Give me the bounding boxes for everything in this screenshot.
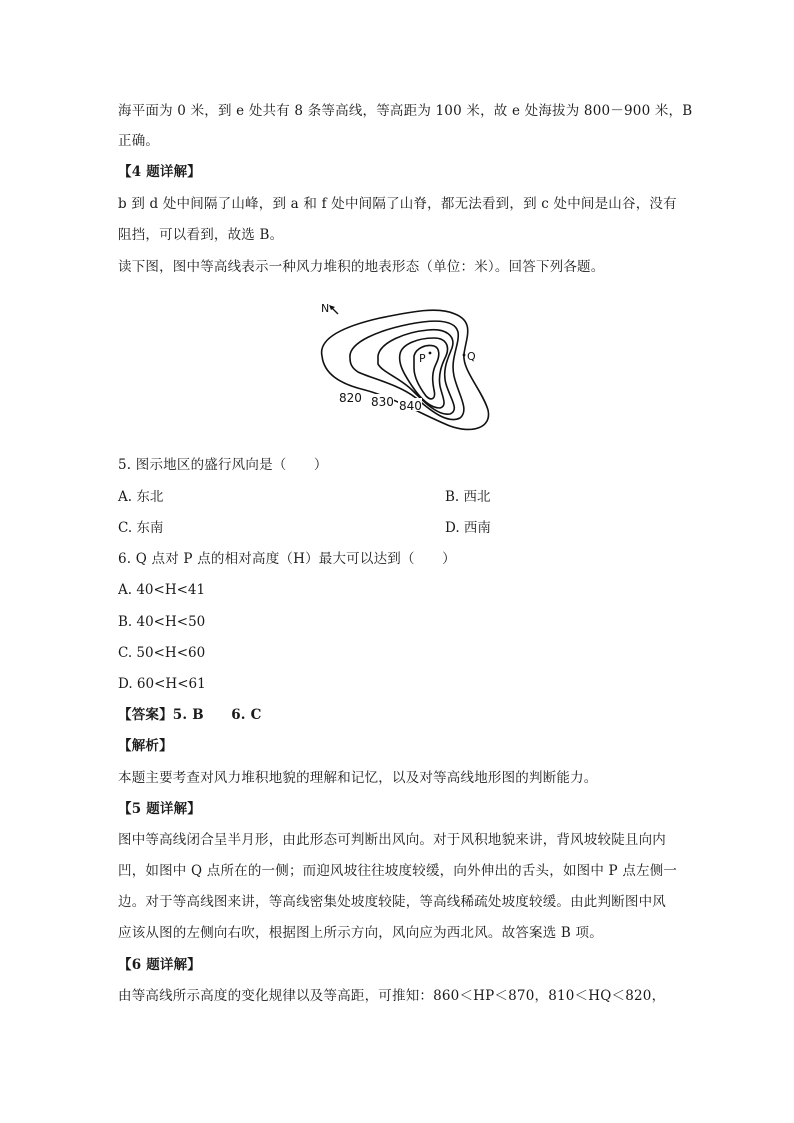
q6-detail-heading: 【6 题详解】 <box>118 957 201 973</box>
text-line: 正确。 <box>118 133 160 149</box>
contour-840 <box>400 338 448 408</box>
text-line: b 到 d 处中间隔了山峰，到 a 和 f 处中间隔了山脊，都无法看到，到 c 处中间是山谷，没有 <box>118 196 677 212</box>
option-b: B. 西北 <box>445 489 491 505</box>
contour-label: 820 <box>339 391 362 405</box>
text-line: 读下图，图中等高线表示一种风力堆积的地表形态（单位：米）。回答下列各题。 <box>118 259 605 275</box>
question-6-stem: 6. Q 点对 P 点的相对高度（H）最大可以达到（ ） <box>118 551 456 567</box>
point-q-label: Q <box>467 350 476 363</box>
option-b: B. 40<H<50 <box>118 614 206 630</box>
contour-innermost <box>414 345 439 398</box>
q6-detail-line: 由等高线所示高度的变化规律以及等高距，可推知：860＜HP＜870，810＜HQ＜820， <box>118 988 666 1004</box>
q5-detail-line: 凹，如图中 Q 点所在的一侧；而迎风坡往往坡度较缓，向外伸出的舌头，如图中 P 点左侧一 <box>118 863 678 879</box>
q5-detail-line: 边。对于等高线图来讲，等高线密集处坡度较陡，等高线稀疏处坡度较缓。由此判断图中风 <box>118 894 666 910</box>
analysis-heading: 【解析】 <box>118 738 173 754</box>
point-q-marker <box>463 354 466 357</box>
option-d: D. 60<H<61 <box>118 676 206 692</box>
section-heading: 【4 题详解】 <box>118 164 201 180</box>
analysis-text: 本题主要考查对风力堆积地貌的理解和记忆，以及对等高线地形图的判断能力。 <box>118 770 598 786</box>
contour-map <box>310 298 495 438</box>
contour-label: 830 <box>371 395 394 409</box>
option-a: A. 东北 <box>118 489 164 505</box>
option-c: C. 50<H<60 <box>118 645 206 661</box>
q5-detail-heading: 【5 题详解】 <box>118 801 201 817</box>
contour-label: 840 <box>399 399 422 413</box>
point-p-label: P <box>419 352 426 365</box>
north-label: N <box>321 302 330 315</box>
point-p-marker <box>429 352 432 355</box>
text-line: 阻挡，可以看到，故选 B。 <box>118 227 284 243</box>
q5-detail-line: 应该从图的左侧向右吹，根据图上所示方向，风向应为西北风。故答案选 B 项。 <box>118 925 603 941</box>
option-a: A. 40<H<41 <box>118 582 206 598</box>
text-line: 海平面为 0 米，到 e 处共有 8 条等高线，等高距为 100 米，故 e 处海拔为 800－900 米，B <box>118 103 693 119</box>
option-c: C. 东南 <box>118 520 164 536</box>
question-5-stem: 5. 图示地区的盛行风向是（ ） <box>118 457 328 473</box>
answer-line: 【答案】5. B 6. C <box>118 707 262 723</box>
option-d: D. 西南 <box>445 520 491 536</box>
q5-detail-line: 图中等高线闭合呈半月形，由此形态可判断出风向。对于风积地貌来讲，背风坡较陡且向内 <box>118 832 666 848</box>
